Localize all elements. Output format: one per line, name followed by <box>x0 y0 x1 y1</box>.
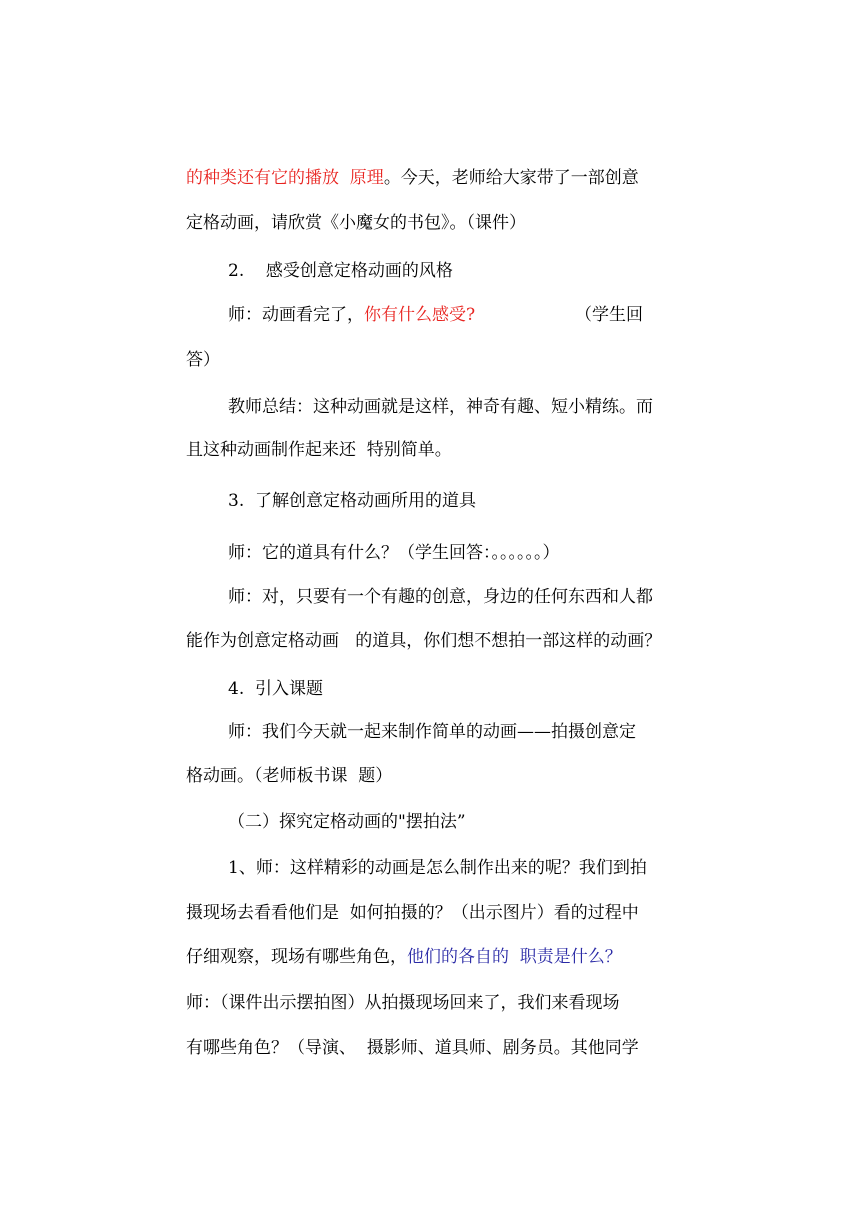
paragraph-line-14: 格动画。（老师板书课 题） <box>186 766 393 786</box>
paragraph-line-16: 1、师：这样精彩的动画是怎么制作出来的呢？我们到拍 <box>228 858 647 878</box>
paragraph-line-7: 且这种动画制作起来还 特别简单。 <box>186 440 452 460</box>
paragraph-line-4 <box>228 304 475 326</box>
paragraph-line-1 <box>186 167 639 189</box>
paragraph-line-13: 师：我们今天就一起来制作简单的动画——拍摄创意定 <box>228 722 636 742</box>
paragraph-line-19: 师：（课件出示摆拍图）从拍摄现场回来了，我们来看现场 <box>186 993 620 1013</box>
paragraph-line-10: 师：对，只要有一个有趣的创意，身边的任何东西和人都 <box>228 587 653 607</box>
paragraph-line-20: 有哪些角色？（导演、 摄影师、道具师、剧务员。其他同学 <box>186 1038 639 1058</box>
paragraph-line-11: 能作为创意定格动画 的道具，你们想不想拍一部这样的动画？ <box>186 631 662 651</box>
paragraph-line-9: 师：它的道具有什么？（学生回答：。。。。。。） <box>228 543 560 563</box>
section-heading-3: 3. 了解创意定格动画所用的道具 <box>228 491 477 511</box>
paragraph-line-18 <box>186 946 622 968</box>
line-text: 。今天，老师给大家带了一部创意 <box>383 168 639 188</box>
line-text: 师：动画看完了， <box>228 305 364 325</box>
line-text: 仔细观察，现场有哪些角色， <box>186 947 407 967</box>
paragraph-line-6: 教师总结：这种动画就是这样，神奇有趣、短小精练。而 <box>228 397 653 417</box>
paragraph-line-2: 定格动画，请欣赏《小魔女的书包》。（课件） <box>186 213 526 233</box>
section-heading-2: 2. 感受创意定格动画的风格 <box>228 261 453 281</box>
highlight-red-text: 你有什么感受? <box>364 305 476 325</box>
section-heading-4: 4. 引入课题 <box>228 679 324 699</box>
highlight-blue-text: 他们的各自的 职责是什么？ <box>407 947 622 967</box>
paragraph-line-17: 摄现场去看看他们是 如何拍摄的？（出示图片）看的过程中 <box>186 903 639 923</box>
paragraph-line-4-tail: （学生回 <box>575 305 643 325</box>
section-heading-part-2: （二）探究定格动画的"摆拍法” <box>228 812 466 832</box>
highlight-red-text: 的种类还有它的播放 原理 <box>186 168 384 188</box>
paragraph-line-5: 答） <box>186 350 220 370</box>
